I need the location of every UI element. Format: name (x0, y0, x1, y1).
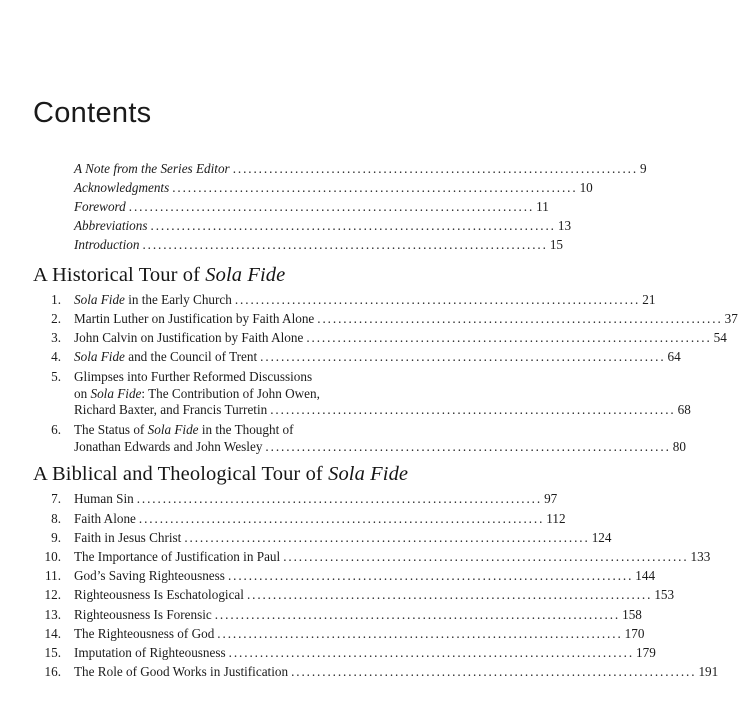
toc-page-number: 68 (677, 402, 691, 417)
toc-entry-title-line: Glimpses into Further Reformed Discussions (74, 369, 313, 384)
part-title-text: A Historical Tour of (33, 264, 206, 286)
toc-entry-series-editor-note[interactable] (74, 161, 647, 177)
toc-page-number: 37 (724, 311, 738, 326)
toc-entry-title: Imputation of Righteousness (74, 645, 226, 660)
toc-leader-dots: .............................................................................. (136, 491, 543, 506)
toc-leader-dots: .............................................................................. (291, 664, 697, 679)
chapter-number: 13. (44, 607, 61, 622)
toc-leader-dots: .............................................................................. (232, 161, 639, 176)
toc-entry-chapter-2[interactable] (74, 311, 738, 327)
chapter-number: 1. (51, 292, 61, 307)
toc-entry-title: Human Sin (74, 491, 134, 506)
toc-entry-title: John Calvin on Justification by Faith Alone (74, 330, 304, 345)
toc-entry-title: God’s Saving Righteousness (74, 568, 225, 583)
toc-entry-chapter-13[interactable] (74, 607, 642, 623)
toc-leader-dots: .............................................................................. (317, 311, 723, 326)
chapter-number: 2. (51, 311, 61, 326)
toc-page-number: 133 (690, 549, 711, 564)
toc-entry-title: Faith Alone (74, 511, 136, 526)
toc-entry-title-line: on Sola Fide: The Contribution of John Owen, (74, 385, 320, 401)
page-title: Contents (33, 97, 152, 129)
part-title-italic: Sola Fide (328, 463, 409, 485)
toc-entry-title: The Role of Good Works in Justification (74, 664, 289, 679)
toc-leader-dots: .............................................................................. (184, 530, 590, 545)
toc-entry-chapter-3[interactable] (74, 330, 727, 346)
chapter-number: 9. (51, 530, 61, 545)
toc-leader-dots: .............................................................................. (246, 587, 653, 602)
toc-entry-chapter-14[interactable] (74, 626, 645, 642)
toc-page-number: 15 (549, 237, 563, 252)
part-one-heading (33, 264, 285, 287)
toc-leader-dots: .............................................................................. (217, 626, 623, 641)
toc-entry-foreword[interactable] (74, 199, 549, 215)
toc-entry-title: The Righteousness of God (74, 626, 215, 641)
toc-entry-title-line: The Status of Sola Fide in the Thought of (74, 422, 294, 437)
toc-entry-abbreviations[interactable] (74, 218, 572, 234)
toc-entry-chapter-5[interactable] (74, 369, 691, 419)
toc-entry-title: Righteousness Is Forensic (74, 607, 212, 622)
chapter-number: 3. (51, 330, 61, 345)
toc-entry-chapter-9[interactable] (74, 530, 612, 546)
toc-page-number: 9 (640, 161, 647, 176)
toc-entry-title: Sola Fide and the Council of Trent (74, 349, 258, 364)
toc-leader-dots: .............................................................................. (265, 438, 671, 454)
toc-entry-title: Sola Fide in the Early Church (74, 292, 232, 307)
toc-entry-title-line: Richard Baxter, and Francis Turretin .............................................................................. 68 (74, 402, 691, 417)
chapter-number: 16. (44, 664, 61, 679)
toc-page-number: 124 (591, 530, 612, 545)
chapter-number: 10. (44, 549, 61, 564)
chapter-number: 12. (44, 587, 61, 602)
chapter-number: 15. (44, 645, 61, 660)
toc-leader-dots: .............................................................................. (283, 549, 689, 564)
toc-leader-dots: .............................................................................. (306, 330, 712, 345)
toc-page-number: 11 (536, 199, 549, 214)
toc-entry-chapter-15[interactable] (74, 645, 656, 661)
toc-entry-chapter-12[interactable] (74, 587, 675, 603)
toc-entry-title: Righteousness Is Eschatological (74, 587, 244, 602)
toc-page-number: 144 (635, 568, 656, 583)
toc-entry-title: Martin Luther on Justification by Faith Alone (74, 311, 315, 326)
toc-leader-dots: .............................................................................. (227, 568, 634, 583)
chapter-number: 5. (51, 369, 61, 384)
toc-page-number: 21 (642, 292, 656, 307)
toc-page-number: 97 (544, 491, 558, 506)
toc-leader-dots: .............................................................................. (138, 511, 545, 526)
toc-entry-title: Introduction (74, 237, 140, 252)
toc-leader-dots: .............................................................................. (270, 402, 676, 417)
chapter-number: 11. (45, 568, 61, 583)
toc-entry-title: Foreword (74, 199, 126, 214)
chapter-number: 4. (51, 349, 61, 364)
toc-page-number: 64 (667, 349, 681, 364)
toc-entry-chapter-1[interactable] (74, 292, 656, 308)
toc-entry-chapter-16[interactable] (74, 664, 719, 680)
toc-entry-chapter-10[interactable] (74, 549, 711, 565)
toc-page-number: 158 (622, 607, 642, 622)
toc-entry-chapter-4[interactable] (74, 349, 681, 365)
toc-entry-title: Faith in Jesus Christ (74, 530, 182, 545)
toc-leader-dots: .............................................................................. (234, 292, 641, 307)
toc-page-number: 112 (546, 511, 566, 526)
toc-page-number: 54 (713, 330, 727, 345)
chapter-number: 7. (51, 491, 61, 506)
toc-entry-introduction[interactable] (74, 237, 563, 253)
toc-leader-dots: .............................................................................. (172, 180, 578, 195)
part-title-text: A Biblical and Theological Tour of (33, 463, 329, 485)
toc-page-number: 13 (557, 218, 572, 233)
toc-entry-title: Acknowledgments (74, 180, 170, 195)
toc-leader-dots: .............................................................................. (228, 645, 635, 660)
toc-entry-title: Abbreviations (74, 218, 148, 233)
toc-entry-chapter-8[interactable] (74, 511, 566, 527)
toc-entry-acknowledgments[interactable] (74, 180, 593, 196)
chapter-number: 14. (44, 626, 61, 641)
toc-leader-dots: .............................................................................. (128, 199, 535, 214)
toc-page-number: 179 (636, 645, 656, 660)
toc-leader-dots: .............................................................................. (142, 237, 548, 252)
toc-entry-chapter-7[interactable] (74, 491, 558, 507)
toc-entry-title-line: Jonathan Edwards and John Wesley .............................................................................. 80 (74, 438, 686, 454)
toc-page-number: 10 (579, 180, 593, 195)
toc-leader-dots: .............................................................................. (150, 218, 556, 233)
toc-page-number: 191 (698, 664, 719, 679)
part-two-heading (33, 463, 408, 486)
chapter-number: 8. (51, 511, 61, 526)
chapter-number: 6. (51, 422, 61, 437)
toc-entry-chapter-6[interactable] (74, 422, 686, 455)
toc-entry-title: A Note from the Series Editor (74, 161, 230, 176)
toc-entry-title: The Importance of Justification in Paul (74, 549, 281, 564)
toc-page-number: 80 (672, 438, 686, 454)
toc-page-number: 153 (654, 587, 675, 602)
toc-leader-dots: .............................................................................. (260, 349, 666, 364)
toc-leader-dots: .............................................................................. (214, 607, 621, 622)
toc-page-number: 170 (624, 626, 645, 641)
toc-entry-chapter-11[interactable] (74, 568, 656, 584)
part-title-italic: Sola Fide (205, 264, 286, 286)
